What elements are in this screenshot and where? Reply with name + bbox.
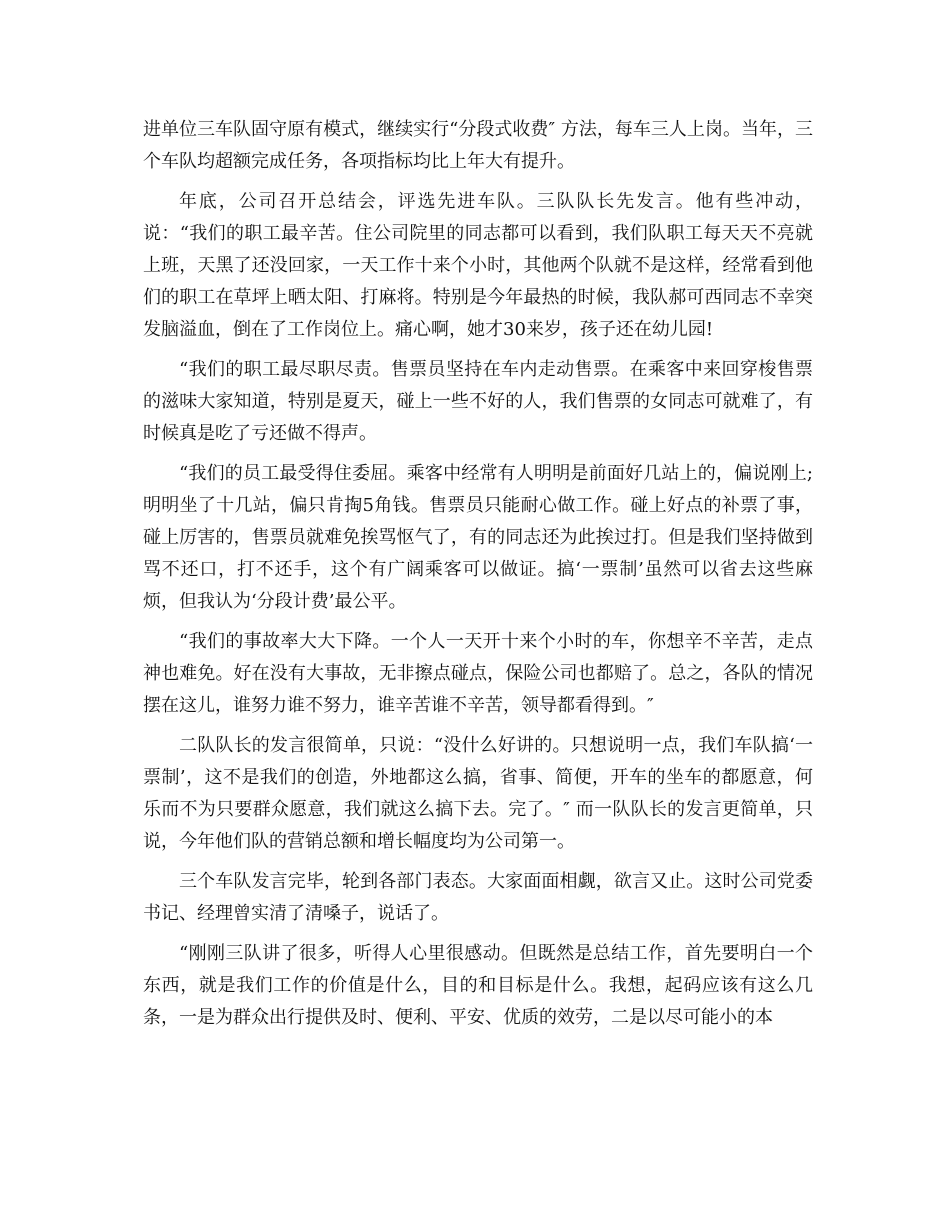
paragraph-2: 年底，公司召开总结会，评选先进车队。三队队长先发言。他有些冲动，说：“我们的职工最辛苦。住公司院里的同志都可以看到，我们队职工每天天不亮就上班，天黑了还没回家，一天工作十来个小时，其他两个队就不是这样，经常看到他们的职工在草坪上晒太阳、打麻将。特别是今年最热的时候，我队郝可西同志不幸突发脑溢血，倒在了工作岗位上。痛心啊，她才30来岁，孩子还在幼儿园! <box>143 191 813 340</box>
paragraph-3: “我们的职工最尽职尽责。售票员坚持在车内走动售票。在乘客中来回穿梭售票的滋味大家知道，特别是夏天，碰上一些不好的人，我们售票的女同志可就难了，有时候真是吃了亏还做不得声。 <box>143 359 813 444</box>
paragraph-7: 三个车队发言完毕，轮到各部门表态。大家面面相觑，欲言又止。这时公司党委书记、经理曾实清了清嗓子，说话了。 <box>143 871 813 924</box>
paragraph-5: “我们的事故率大大下降。一个人一天开十来个小时的车，你想辛不辛苦，走点神也难免。好在没有大事故，无非擦点碰点，保险公司也都赔了。总之，各队的情况摆在这儿，谁努力谁不努力，谁辛苦谁不辛苦，领导都看得到。″ <box>143 631 813 716</box>
paragraph-4: “我们的员工最受得住委屈。乘客中经常有人明明是前面好几站上的，偏说刚上;明明坐了十几站，偏只肯掏5角钱。售票员只能耐心做工作。碰上好点的补票了事，碰上厉害的，售票员就难免挨骂怄气了，有的同志还为此挨过打。但是我们坚持做到骂不还口，打不还手，这个有广阔乘客可以做证。搞‘一票制’虽然可以省去这些麻烦，但我认为‘分段计费’最公平。 <box>143 463 813 612</box>
document-body <box>143 114 813 1042</box>
paragraph-8: “刚刚三队讲了很多，听得人心里很感动。但既然是总结工作，首先要明白一个东西，就是我们工作的价值是什么，目的和目标是什么。我想，起码应该有这么几条，一是为群众出行提供及时、便利、平安、优质的效劳，二是以尽可能小的本 <box>143 943 813 1028</box>
paragraph-1: 进单位三车队固守原有模式，继续实行“分段式收费″ 方法，每车三人上岗。当年，三个车队均超额完成任务，各项指标均比上年大有提升。 <box>143 119 813 172</box>
paragraph-6: 二队队长的发言很简单，只说：“没什么好讲的。只想说明一点，我们车队搞‘一票制’，这不是我们的创造，外地都这么搞，省事、简便，开车的坐车的都愿意，何乐而不为只要群众愿意，我们就这么搞下去。完了。″ 而一队队长的发言更简单，只说，今年他们队的营销总额和增长幅度均为公司第一。 <box>143 735 813 852</box>
